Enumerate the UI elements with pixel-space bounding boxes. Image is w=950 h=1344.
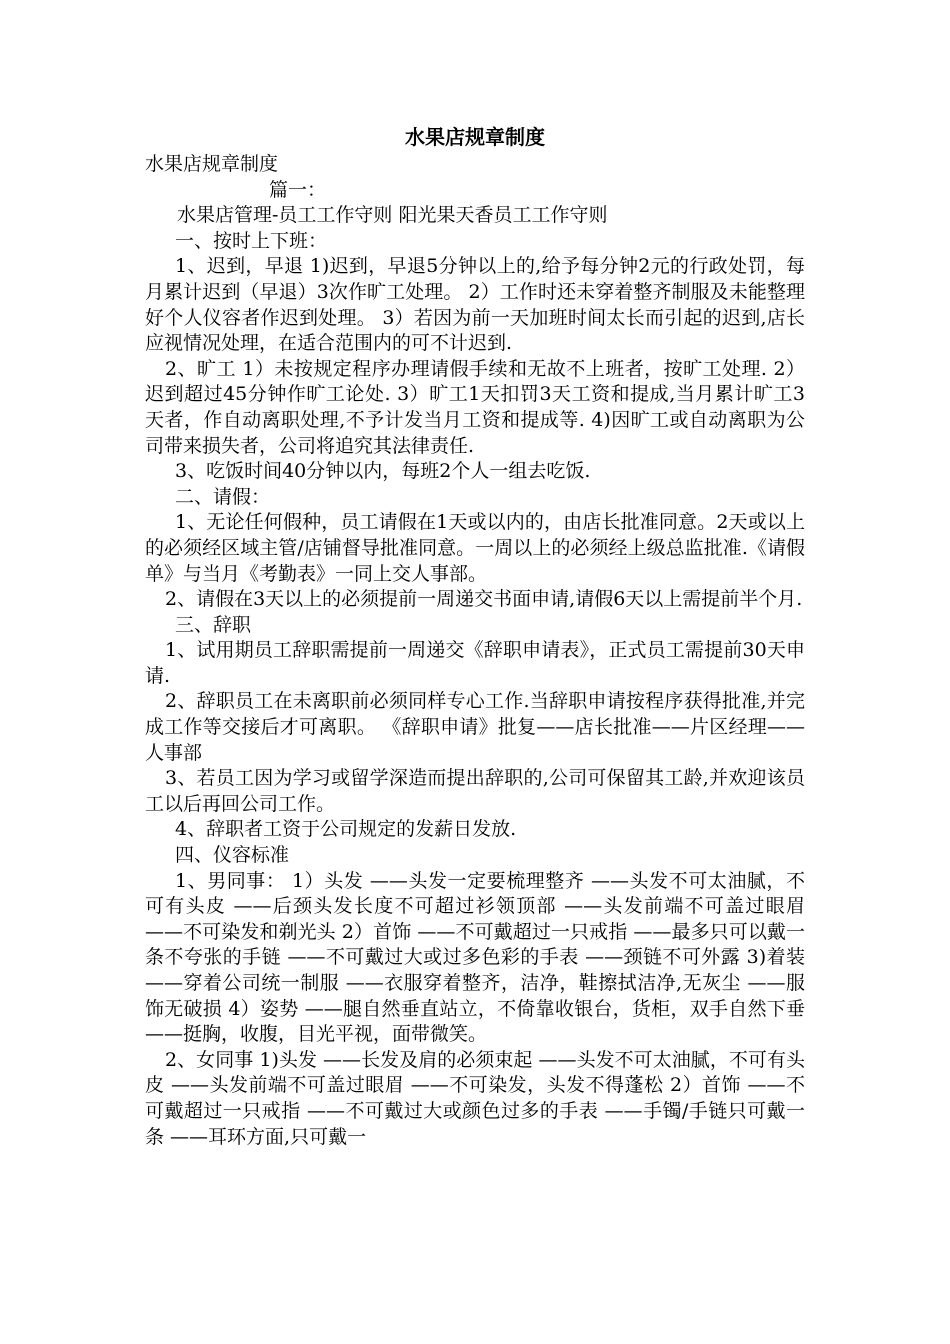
paragraph: 1、迟到，早退 1)迟到，早退5分钟以上的,给予每分钟2元的行政处罚，每月累计迟到（早退）3次作旷工处理。 2）工作时还未穿着整齐制服及未能整理好个人仪容者作迟到处理。 3）若因为前一天加班时间太长而引起的迟到,店长应视情况处理，在适合范围内的可不计迟到. [145,255,805,355]
paragraph: 4、辞职者工资于公司规定的发薪日发放. [175,818,517,841]
chapter-label: 篇一： [269,178,327,201]
paragraph: 一、按时上下班： [175,229,328,252]
section-heading: 水果店管理-员工工作守则 阳光果天香员工工作守则 [177,204,608,227]
paragraph: 三、辞职 [175,613,252,636]
paragraph: 2、请假在3天以上的必须提前一周递交书面申请,请假6天以上需提前半个月. [165,588,803,611]
paragraph: 1、男同事： 1）头发 ——头发一定要梳理整齐 ——头发不可太油腻，不可有头皮 ——后颈头发长度不可超过衫领顶部 ——头发前端不可盖过眼眉 ——不可染发和剃光头 2）首饰 ——不可戴超过一只戒指 ——最多只可以戴一条不夸张的手链 ——不可戴过大或过多色彩的手表 ——颈链不可外露 3)着装 ——穿着公司统一制服 ——衣服穿着整齐，洁净，鞋擦拭洁净,无灰尘 ——服饰无破损 4）姿势 ——腿自然垂直站立，不倚靠收银台，货柜，双手自然下垂 ——挺胸，收腹，目光平视，面带微笑。 [145,869,805,1046]
document-subtitle: 水果店规章制度 [145,153,279,175]
paragraph: 二、请假： [175,485,271,508]
paragraph: 2、女同事 1)头发 ——长发及肩的必须束起 ——头发不可太油腻，不可有头皮 ——头发前端不可盖过眼眉 ——不可染发，头发不得蓬松 2）首饰 ——不可戴超过一只戒指 ——不可戴过大或颜色过多的手表 ——手镯/手链只可戴一条 ——耳环方面,只可戴一 [145,1048,805,1148]
paragraph: 2、辞职员工在未离职前必须同样专心工作.当辞职申请按程序获得批准,并完成工作等交接后才可离职。 《辞职申请》批复——店长批准——片区经理——人事部 [145,690,805,764]
paragraph: 四、仪容标准 [175,844,290,867]
document-title: 水果店规章制度 [405,125,545,149]
document-body [145,229,805,1150]
paragraph: 1、试用期员工辞职需提前一周递交《辞职申请表》，正式员工需提前30天申请. [145,639,805,687]
paragraph: 2、旷工 1）未按规定程序办理请假手续和无故不上班者，按旷工处理. 2）迟到超过45分钟作旷工论处. 3）旷工1天扣罚3天工资和提成,当月累计旷工3天者，作自动离职处理,不予计发当月工资和提成等. 4)因旷工或自动离职为公司带来损失者，公司将追究其法律责任. [145,357,805,457]
paragraph: 3、吃饭时间40分钟以内，每班2个人一组去吃饭. [175,460,591,483]
paragraph: 3、若员工因为学习或留学深造而提出辞职的,公司可保留其工龄,并欢迎该员工以后再回公司工作。 [145,767,805,815]
paragraph: 1、无论任何假种，员工请假在1天或以内的，由店长批准同意。2天或以上的必须经区域主管/店铺督导批准同意。一周以上的必须经上级总监批准.《请假单》与当月《考勤表》一同上交人事部。 [145,511,805,585]
document-page [145,124,805,1150]
